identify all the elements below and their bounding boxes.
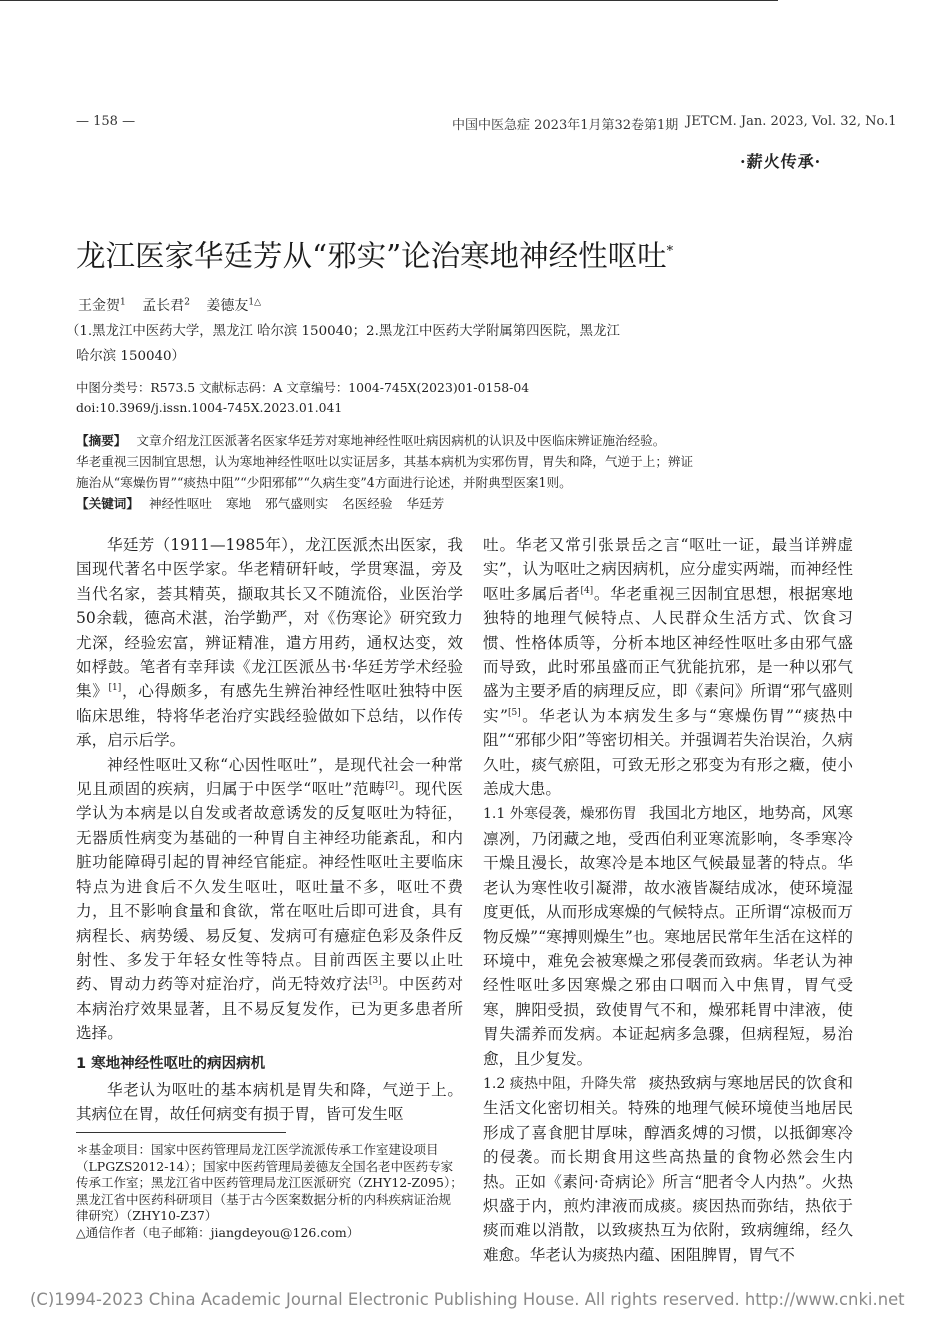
subsection-heading: 1.2 痰热中阻，升降失常 bbox=[483, 1075, 637, 1092]
keywords-line bbox=[76, 493, 444, 512]
body-paragraph: 吐。华老又常引张景岳之言“呕吐一证，最当详辨虚实”，认为呕吐之病因病机，应分虚实两端，而神经性呕吐多属后者[4]。华老重视三因制宜思想，根据寒地独特的地理气候特点、人民群众生活方式、饮食习惯、性格体质等，分析本地区神经性呕吐多由邪气盛而导致，此时邪虽盛而正气犹能抗邪，是一种以邪气盛为主要矛盾的病理反应，即《素问》所谓“邪气盛则实”[5]。华老认为本病发生多与“寒燥伤胃”“痰热中阻”“邪郁少阳”等密切相关。并强调若失治误治，久病久吐，痰气瘀阻，可致无形之邪变为有形之癥，使小恙成大患。 bbox=[483, 536, 853, 799]
abstract-line: 施治从“寒燥伤胃”“痰热中阻”“少阳邪郁”“久病生变”4方面进行论述，并附典型医案1则。 bbox=[76, 475, 572, 490]
article-title-text: 龙江医家华廷芳从“邪实”论治寒地神经性呕吐 bbox=[76, 239, 667, 273]
abstract-text: 文章介绍龙江医派著名医家华廷芳对寒地神经性呕吐病因病机的认识及中医临床辨证施治经验。 bbox=[136, 433, 666, 448]
column-tag: ·薪火传承· bbox=[740, 152, 822, 171]
citation-ref: [1] bbox=[108, 683, 122, 694]
body-paragraph: 华廷芳（1911—1985年），龙江医派杰出医家，我国现代著名中医学家。华老精研轩岐，学贯寒温，旁及当代名家，荟其精英，撷取其长又不随流俗，业医治学50余载，德高术湛，治学勤严，对《伤寒论》研究致力尤深，经验宏富，辨证精准，遣方用药，通权达变，效如桴鼓。笔者有幸拜读《龙江医派丛书·华廷芳学术经验集》[1]，心得颇多，有感先生辨治神经性呕吐独特中医临床思维，特将华老治疗实践经验做如下总结，以作传承，启示后学。 bbox=[76, 536, 463, 750]
affiliation-line: 哈尔滨 150040） bbox=[76, 349, 185, 364]
copyright-watermark: (C)1994-2023 China Academic Journal Electronic Publishing House. All rights reserved. http://www.cnki.net bbox=[30, 1290, 905, 1309]
article-title bbox=[76, 233, 673, 275]
affiliation-line: （1.黑龙江中医药大学，黑龙江 哈尔滨 150040；2.黑龙江中医药大学附属第四医院，黑龙江 bbox=[66, 324, 620, 339]
journal-title-en: JETCM. Jan. 2023, Vol. 32, No.1 bbox=[686, 114, 897, 129]
footnote bbox=[76, 1142, 463, 1242]
author-name: 孟长君 bbox=[142, 298, 185, 314]
body-paragraph: 华老认为呕吐的基本病机是胃失和降，气逆于上。其病位在胃，故任何病变有损于胃，皆可发生呕 bbox=[76, 1080, 463, 1124]
keywords-label: 【关键词】 bbox=[76, 496, 139, 511]
citation-ref: [2] bbox=[385, 780, 399, 791]
author-affil-mark: 2 bbox=[184, 297, 190, 308]
body-paragraph: 1.1 外寒侵袭，燥邪伤胃 我国北方地区，地势高，风寒凛冽，乃闭藏之地，受西伯利亚寒流影响，冬季寒冷干燥且漫长，故寒冷是本地区气候最显著的特点。华老认为寒性收引凝滞，故水液皆凝结成冰，使环境湿度更低，从而形成寒燥的气候特点。正所谓“凉极而万物反燥”“寒搏则燥生”也。寒地居民常年生活在这样的环境中，难免会被寒燥之邪侵袭而致病。华老认为神经性呕吐多因寒燥之邪由口咽而入中焦胃，胃气受寒，脾阳受损，致使胃气不和，燥邪耗胃中津液，使胃失濡养而发病。本证起病多急骤，但病程短，易治愈，且少复发。 bbox=[483, 804, 853, 1068]
author-affil-mark: 1 bbox=[120, 297, 126, 308]
subsection-heading: 1.1 外寒侵袭，燥邪伤胃 bbox=[483, 806, 637, 823]
abstract-line bbox=[76, 430, 665, 449]
author-name: 王金贺 bbox=[78, 298, 120, 314]
left-column bbox=[76, 533, 463, 1127]
journal-title-cn: 中国中医急症 2023年1月第32卷第1期 bbox=[452, 118, 679, 133]
classification-line: 中图分类号：R573.5 文献标志码：A 文章编号：1004-745X(2023)01-0158-04 bbox=[76, 380, 530, 395]
author-affil-mark: 1△ bbox=[248, 297, 262, 308]
title-fund-mark: * bbox=[666, 244, 674, 260]
citation-ref: [4] bbox=[580, 585, 594, 596]
body-paragraph: 神经性呕吐又称“心因性呕吐”，是现代社会一种常见且顽固的疾病，归属于中医学“呕吐”范畴[2]。现代医学认为本病是以自发或者故意诱发的反复呕吐为特征，无器质性病变为基础的一种胃自主神经功能紊乱，和内脏功能障碍引起的胃神经官能症。神经性呕吐主要临床特点为进食后不久发生呕吐，呕吐量不多，呕吐不费力，且不影响食量和食欲，常在呕吐后即可进食，具有病程长、病势缓、易反复、发病可有癔症色彩及条件反射性、多发于年轻女性等特点。目前西医主要以止吐药、胃动力药等对症治疗，尚无特效疗法[3]。中医药对本病治疗效果显著，且不易反复发作，已为更多患者所选择。 bbox=[76, 755, 463, 1043]
body-paragraph: 1.2 痰热中阻，升降失常 痰热致病与寒地居民的饮食和生活文化密切相关。特殊的地理气候环境使当地居民形成了喜食肥甘厚味，醇酒炙煿的习惯，以抵御寒冷的侵袭。而长期食用这些高热量的食物必然会生内热。正如《素问·奇病论》所言“肥者令人内热”。火热炽盛于内，煎灼津液而成痰。痰因热而弥结，热依于痰而难以消散，以致痰热互为依附，致病缠绵，经久难愈。华老认为痰热内蕴、困阻脾胃，胃气不 bbox=[483, 1073, 853, 1264]
abstract-label: 【摘要】 bbox=[76, 433, 127, 448]
keywords-text: 神经性呕吐 寒地 邪气盛则实 名医经验 华廷芳 bbox=[148, 496, 445, 511]
authors bbox=[78, 295, 261, 315]
header-rule bbox=[0, 0, 778, 1]
correspondence-note: △通信作者（电子邮箱：jiangdeyou@126.com） bbox=[76, 1224, 360, 1240]
author-name: 姜德友 bbox=[206, 298, 249, 314]
doi-line: doi:10.3969/j.issn.1004-745X.2023.01.041 bbox=[76, 400, 343, 415]
citation-ref: [3] bbox=[368, 976, 382, 987]
citation-ref: [5] bbox=[507, 707, 521, 718]
section-heading: 1 寒地神经性呕吐的病因病机 bbox=[76, 1055, 266, 1072]
fund-note: ＊基金项目：国家中医药管理局龙江医学流派传承工作室建设项目（LPGZS2012-14）；国家中医药管理局姜德友全国名老中医药专家传承工作室；黑龙江省中医药管理局龙江医派研究（ZHY12-Z095）；黑龙江省中医药科研项目（基于古今医案数据分析的内科疾病证治规律研究）（ZHY10-Z37） bbox=[76, 1142, 463, 1224]
abstract-line: 华老重视三因制宜思想，认为寒地神经性呕吐以实证居多，其基本病机为实邪伤胃，胃失和降，气逆于上；辨证 bbox=[76, 454, 694, 469]
footnote-rule bbox=[76, 1132, 286, 1133]
page-number: — 158 — bbox=[76, 114, 136, 129]
right-column bbox=[483, 533, 853, 1267]
